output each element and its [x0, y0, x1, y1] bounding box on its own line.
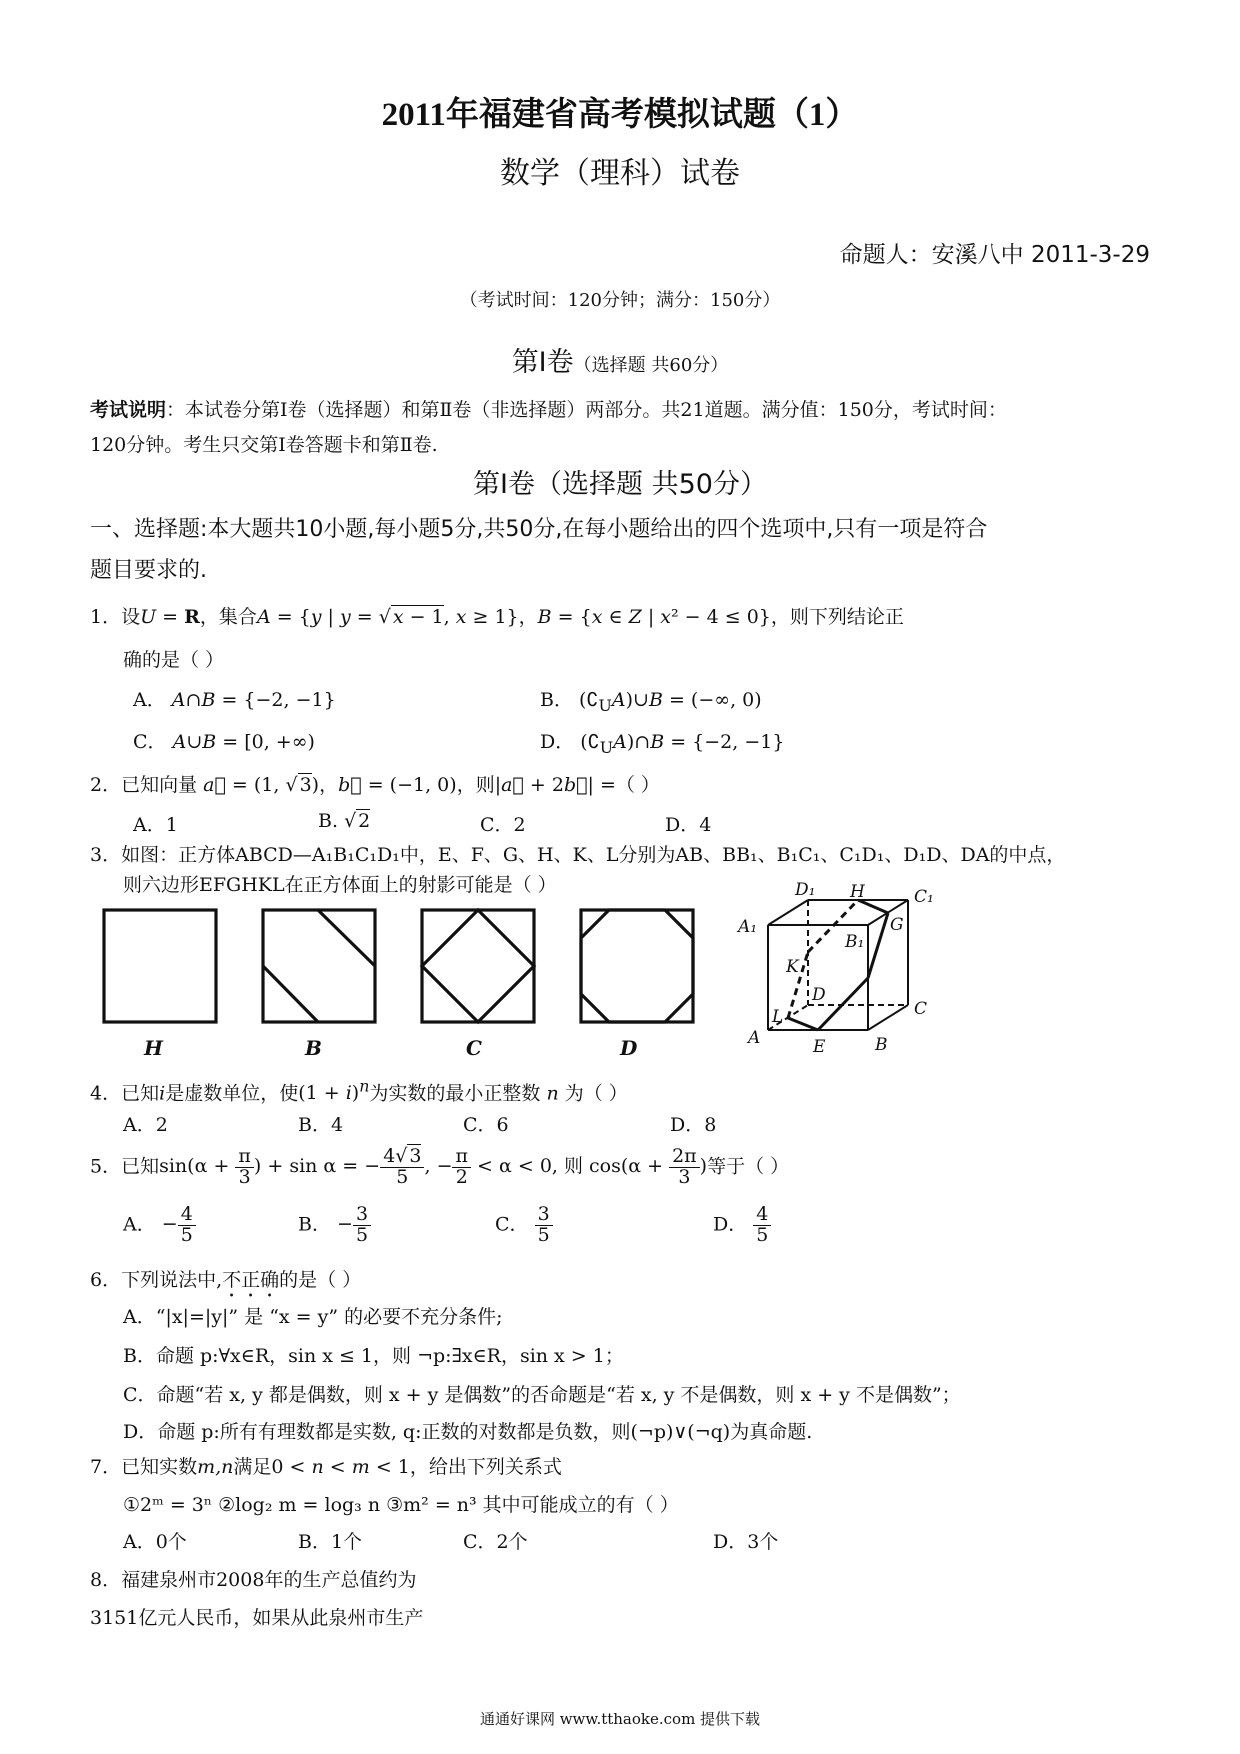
q5-option-a: A． − $\frac{4}{5}$	[123, 1205, 196, 1246]
q5-option-d: D． $\frac{4}{5}$	[713, 1205, 771, 1246]
part-heading: 第Ⅰ卷（选择题 共50分）	[473, 469, 767, 500]
q2-option-c: C．2	[480, 814, 526, 836]
cube-label: L	[772, 1007, 784, 1027]
question-2-stem: 2．已知向量 a⃗ = (1, √ 3)，b⃗ = (−1, 0)，则|a⃗ + 2b⃗| =（ ）	[90, 774, 660, 796]
q2-option-a: A．1	[133, 814, 178, 836]
q7-option-c: C．2个	[463, 1531, 528, 1553]
cube-label: G	[890, 915, 904, 935]
instructions-text-1: ：本试卷分第Ⅰ卷（选择题）和第Ⅱ卷（非选择题）两部分。共21道题。满分值：150分，考试时间：	[166, 399, 1007, 421]
q1-text: ，则下列结论正	[770, 606, 904, 628]
cube-label: C₁	[914, 887, 934, 907]
q1-option-d: D． $(∁_UA)\cap B = \{-2$, −1}	[540, 731, 785, 757]
figure-label-h: H	[144, 1036, 163, 1060]
figure-c-square	[422, 910, 534, 1022]
q7-option-b: B．1个	[298, 1531, 363, 1553]
cube-label: C	[914, 999, 928, 1019]
instructions-label: 考试说明	[90, 399, 167, 421]
cube-label: K	[786, 957, 799, 977]
q2-option-d: D．4	[665, 814, 712, 836]
question-5-stem: 5．已知sin(α + $\frac{\pi}{3}$ ) + sin α = − $\frac{4√ 3}{5}$ , − $\frac{\pi}{2}$ < α < 0, 则 cos(α + $\frac{2\pi}{3}$ )等于（ ）	[90, 1145, 790, 1188]
figure-label-c: C	[466, 1036, 482, 1060]
figure-d-square	[581, 910, 693, 1022]
instructions-line1	[90, 395, 1007, 422]
q4-option-b: B．4	[298, 1114, 344, 1136]
author-line: 命题人：安溪八中 2011-3-29	[839, 242, 1150, 268]
q1-option-c: C． A∪B = [0, +∞)	[133, 731, 315, 753]
q6-option-d: D．命题 p:所有有理数都是实数, q:正数的对数都是负数，则(¬p)∨(¬q)为真命题.	[123, 1421, 813, 1443]
q6-option-c: C．命题“若 x, y 都是偶数，则 x + y 是偶数”的否命题是“若 x, y 不是偶数，则 x + y 不是偶数”；	[123, 1384, 961, 1406]
figure-label-d: D	[620, 1036, 638, 1060]
q6-option-b: B．命题 p:∀x∈R，sin x ≤ 1，则 ¬p:∃x∈R，sin x > 1；	[123, 1345, 624, 1367]
q1-option-b: B． $(∁_UA)\cup B$ = (−∞, 0)	[540, 689, 762, 715]
question-3-stem-cont: 则六边形EFGHKL在正方体面上的射影可能是（ ）	[123, 874, 557, 896]
page-title: 2011年福建省高考模拟试题（1）	[381, 97, 859, 133]
instructions-line2: 120分钟。考生只交第Ⅰ卷答题卡和第Ⅱ卷.	[90, 434, 438, 456]
cube-label: D	[812, 985, 826, 1005]
question-4-stem: 4．已知i是虚数单位，使$(1 + i)^n$为实数的最小正整数 n 为（ ）	[90, 1077, 628, 1105]
q7-option-a: A．0个	[123, 1531, 187, 1553]
q1-text: 设	[121, 606, 141, 628]
question-3-stem: 3．如图：正方体ABCD—A₁B₁C₁D₁中，E、F、G、H、K、L分别为AB、BB₁、B₁C₁、C₁D₁、D₁D、DA的中点，	[90, 844, 1066, 866]
exam-time-info: （考试时间：120分钟；满分：150分）	[459, 290, 781, 311]
question-1-stem: 1．设U = R，集合A = {y | y = √ x − 1, x ≥ 1}，B = {x ∈ Z | x² − 4 ≤ 0}，则下列结论正	[90, 606, 904, 628]
q2-option-b: B. √ 2	[318, 810, 371, 832]
section-heading	[0, 340, 1240, 379]
q4-option-a: A．2	[123, 1114, 168, 1136]
part-intro-line2: 题目要求的.	[90, 558, 207, 583]
figure-b-square	[263, 910, 375, 1022]
question-8-line1: 8．福建泉州市2008年的生产总值约为	[90, 1569, 417, 1591]
cube-label: B₁	[845, 932, 865, 952]
section-note: （选择题 共60分）	[573, 355, 729, 376]
cube-label: H	[850, 882, 865, 902]
cube-label: A	[748, 1028, 761, 1048]
page-subtitle: 数学（理科）试卷	[500, 156, 740, 191]
footer-source: 通通好课网 www.tthaoke.com 提供下载	[479, 1710, 761, 1728]
q4-option-c: C．6	[463, 1114, 509, 1136]
q7-option-d: D．3个	[713, 1531, 779, 1553]
cube-label: B	[875, 1035, 888, 1055]
q3-figures	[0, 880, 1240, 1060]
cube-label: A₁	[738, 917, 758, 937]
question-7-stem: 7．已知实数m,n满足0 < n < m < 1，给出下列关系式	[90, 1456, 562, 1478]
question-8-line2: 3151亿元人民币，如果从此泉州市生产	[90, 1607, 424, 1629]
cube-label: D₁	[795, 880, 816, 900]
question-number: 1．	[90, 606, 122, 628]
section-title: 第Ⅰ卷	[511, 347, 574, 378]
q4-option-d: D．8	[670, 1114, 717, 1136]
q1-text: ，集合	[199, 606, 257, 628]
figure-h-square	[104, 910, 216, 1022]
figure-label-b: B	[305, 1036, 322, 1060]
question-1-stem-cont: 确的是（ ）	[123, 649, 225, 671]
part-intro-line1: 一、选择题:本大题共10小题,每小题5分,共50分,在每小题给出的四个选项中,只有一项是符合	[90, 517, 988, 542]
q1-option-a: A． A∩B = {−2, −1}	[133, 689, 336, 711]
cube-label: E	[813, 1037, 826, 1057]
question-6-stem: 6．下列说法中,不正确的是（ ）	[90, 1269, 362, 1291]
q5-option-b: B． − $\frac{3}{5}$	[298, 1205, 371, 1246]
q7-relations: ①2ᵐ = 3ⁿ ②log₂ m = log₃ n ③m² = n³ 其中可能成立的有（ ）	[123, 1494, 679, 1516]
q6-option-a: A．“|x|=|y|” 是 “x = y” 的必要不充分条件;	[123, 1306, 503, 1328]
q5-option-c: C． $\frac{3}{5}$	[495, 1205, 553, 1246]
